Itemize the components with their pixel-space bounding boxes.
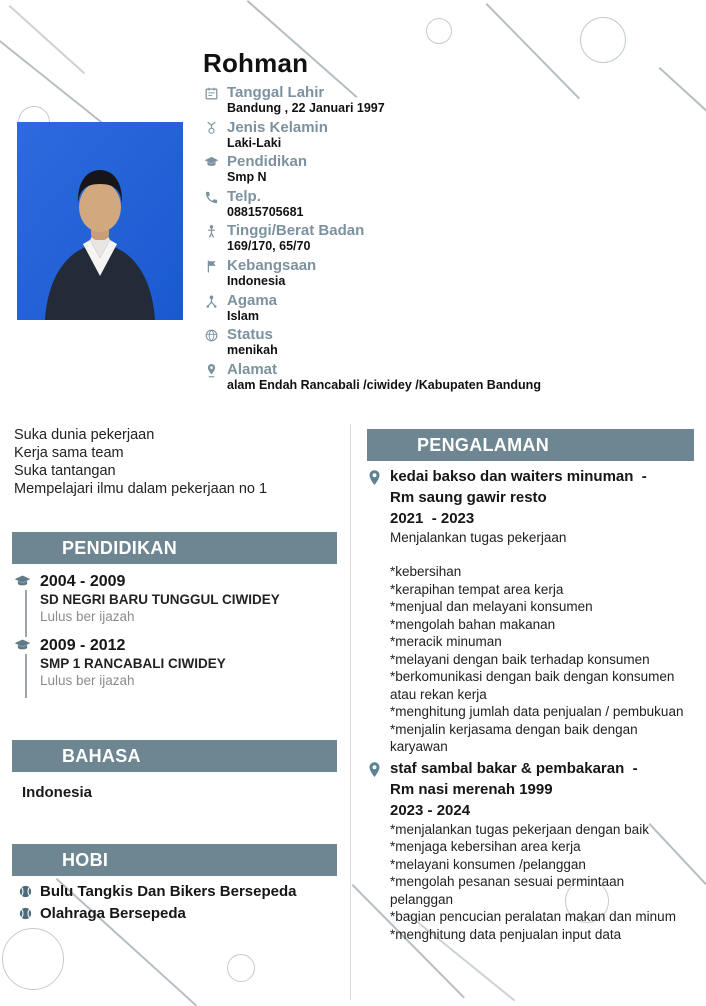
job-entry — [367, 466, 700, 756]
detail-row — [204, 257, 699, 289]
location-icon — [204, 363, 219, 378]
job-duty: *menjual dan melayani konsumen — [390, 599, 593, 614]
job-duty: *menjalin kerjasama dengan baik dengan karyawan — [390, 721, 638, 754]
education-school: SD NEGRI BARU TUNGGUL CIWIDEY — [40, 592, 280, 607]
hobby-label: Olahraga Bersepeda — [40, 905, 186, 922]
hobby-item — [18, 905, 348, 922]
job-intro: Menjalankan tugas pekerjaan — [390, 530, 567, 545]
section-title: BAHASA — [62, 746, 141, 766]
profile-summary — [14, 426, 344, 498]
detail-value: Smp N — [227, 170, 267, 185]
job-duty: *kebersihan — [390, 564, 462, 579]
detail-value: Indonesia — [227, 273, 286, 288]
education-list — [14, 572, 344, 700]
education-icon — [204, 155, 219, 170]
detail-value: alam Endah Rancabali /ciwidey /Kabupaten Bandung — [227, 377, 541, 392]
detail-label: Kebangsaan — [227, 256, 317, 274]
job-duty: *meracik minuman — [390, 634, 502, 649]
person-name: Rohman — [203, 48, 309, 78]
flag-icon — [204, 259, 219, 274]
religion-icon — [204, 294, 219, 309]
map-pin-icon — [367, 469, 382, 487]
decor-line — [9, 5, 85, 74]
detail-row — [204, 326, 699, 358]
decor-circle — [227, 954, 255, 982]
detail-row — [204, 84, 699, 116]
job-duty: *menghitung jumlah data penjualan / pembukuan — [390, 704, 684, 719]
detail-label: Telp. — [227, 187, 261, 205]
section-title: PENDIDIKAN — [62, 538, 178, 558]
detail-label: Status — [227, 326, 273, 344]
hobby-item — [18, 883, 348, 900]
detail-value: Bandung , 22 Januari 1997 — [227, 101, 385, 115]
job-title-line: staf sambal bakar & pembakaran - — [390, 759, 638, 777]
profile-line: Mempelajari ilmu dalam pekerjaan no 1 — [14, 481, 268, 497]
detail-label: Tanggal Lahir — [227, 84, 325, 101]
hobby-label: Bulu Tangkis Dan Bikers Bersepeda — [40, 883, 297, 900]
section-header-language — [12, 740, 337, 772]
detail-row — [204, 292, 699, 324]
gender-icon — [204, 121, 219, 136]
detail-value: Laki-Laki — [227, 135, 282, 150]
education-school: SMP 1 RANCABALI CIWIDEY — [40, 656, 226, 671]
job-title-line: Rm saung gawir resto — [390, 489, 547, 506]
photo-illustration — [17, 122, 183, 320]
detail-row — [204, 361, 699, 393]
education-note: Lulus ber ijazah — [40, 673, 135, 688]
detail-row — [204, 188, 699, 220]
job-duty: *mengolah pesanan sesuai permintaan pelanggan — [390, 874, 625, 907]
job-duty: *menjaga kebersihan area kerja — [390, 839, 581, 854]
detail-row — [204, 153, 699, 185]
detail-label: Tinggi/Berat Badan — [227, 222, 365, 240]
language-list — [22, 784, 92, 801]
job-duty: *kerapihan tempat area kerja — [390, 581, 564, 597]
profile-line: Kerja sama team — [14, 445, 124, 461]
education-item — [14, 636, 344, 689]
job-title-line: 2023 - 2024 — [390, 801, 471, 819]
education-note: Lulus ber ijazah — [40, 609, 135, 624]
section-title: HOBI — [62, 850, 109, 870]
job-title-line: Rm nasi merenah 1999 — [390, 780, 553, 798]
job-duties — [390, 563, 688, 756]
detail-value: Islam — [227, 308, 259, 323]
detail-label: Alamat — [227, 360, 278, 378]
graduation-cap-icon — [14, 573, 31, 590]
height-icon — [204, 224, 219, 239]
section-title: PENGALAMAN — [417, 435, 549, 455]
job-duty: *menjalankan tugas pekerjaan dengan baik — [390, 821, 649, 837]
decor-circle — [426, 18, 452, 44]
status-icon — [204, 328, 219, 343]
profile-photo — [17, 122, 183, 320]
decor-circle — [2, 928, 64, 990]
column-divider — [350, 424, 351, 1000]
detail-label: Pendidikan — [227, 153, 308, 171]
job-duties — [390, 821, 688, 944]
detail-value: 169/170, 65/70 — [227, 239, 311, 254]
decor-line — [0, 40, 105, 125]
job-duty: *berkomunikasi dengan baik dengan konsumen atau rekan kerja — [390, 669, 675, 702]
experience-list — [367, 466, 700, 945]
section-header-education — [12, 532, 337, 564]
education-years: 2009 - 2012 — [40, 637, 126, 654]
detail-row — [204, 119, 699, 151]
job-duty: *melayani konsumen /pelanggan — [390, 856, 586, 872]
job-duty: *melayani dengan baik terhadap konsumen — [390, 651, 650, 667]
section-header-experience — [367, 429, 694, 461]
job-title-line: 2021 - 2023 — [390, 510, 475, 527]
education-item — [14, 572, 344, 625]
profile-line: Suka tantangan — [14, 463, 116, 479]
detail-value: 08815705681 — [227, 204, 304, 219]
detail-row — [204, 222, 699, 254]
detail-label: Agama — [227, 291, 278, 309]
map-pin-icon — [367, 761, 382, 779]
job-duty: *mengolah bahan makanan — [390, 616, 556, 632]
ball-icon — [18, 906, 33, 921]
decor-circle — [580, 17, 626, 63]
job-duty: *menghitung data penjualan input data — [390, 926, 622, 942]
detail-label: Jenis Kelamin — [227, 118, 328, 136]
job-title-line: kedai bakso dan waiters minuman - — [390, 468, 647, 485]
graduation-cap-icon — [14, 637, 31, 654]
phone-icon — [204, 190, 219, 205]
section-header-hobby — [12, 844, 337, 876]
detail-value: menikah — [227, 343, 278, 358]
job-entry — [367, 758, 700, 944]
ball-icon — [18, 884, 33, 899]
job-duty: *bagian pencucian peralatan makan dan minum — [390, 909, 676, 924]
calendar-icon — [204, 86, 219, 101]
profile-line: Suka dunia pekerjaan — [14, 427, 155, 443]
hobby-list — [18, 883, 348, 927]
language-item: Indonesia — [22, 784, 93, 801]
personal-details — [204, 84, 699, 395]
education-years: 2004 - 2009 — [40, 573, 126, 590]
